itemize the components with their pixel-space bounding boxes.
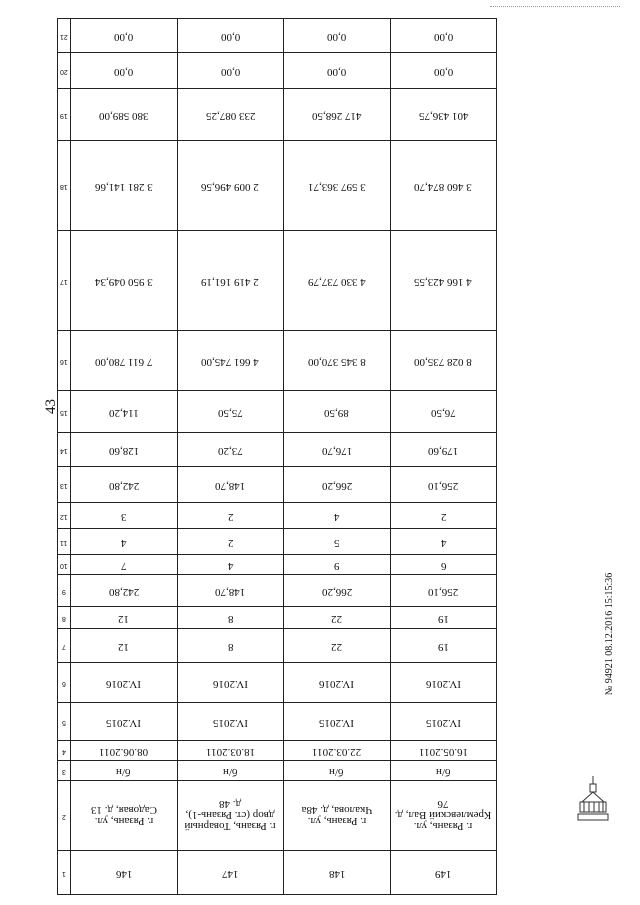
cell-value: б/н [329, 765, 345, 778]
column-number-label: 7 [62, 642, 66, 650]
table-column-18 [58, 141, 497, 231]
table-cell [284, 391, 391, 433]
table-cell [177, 433, 284, 467]
table-cell [177, 141, 284, 231]
table-column-21 [58, 19, 497, 53]
column-number-label: 14 [60, 446, 68, 454]
cell-value: 12 [118, 640, 130, 653]
cell-value: 148 [328, 867, 345, 880]
table-column-17 [58, 231, 497, 331]
table-cell [284, 781, 391, 851]
column-number [58, 761, 71, 781]
table-column-14 [58, 433, 497, 467]
column-number-label: 3 [62, 767, 66, 775]
cell-value: 8 028 735,00 [414, 355, 473, 368]
table-cell [390, 781, 497, 851]
table-cell [71, 629, 178, 663]
table-cell [284, 703, 391, 741]
cell-value: г. Рязань, Товарный двор (ст. Рязань-1), д. 48 [184, 798, 276, 832]
table-cell [177, 851, 284, 895]
cell-value: 3 597 363,71 [307, 180, 366, 193]
cell-value: 0,00 [327, 65, 347, 78]
table-cell [71, 741, 178, 761]
cell-value: 5 [334, 536, 340, 549]
cell-value: 18.03.2011 [205, 745, 255, 758]
table-cell [390, 391, 497, 433]
table-cell [390, 53, 497, 89]
cell-value: 2 [440, 510, 446, 523]
column-number [58, 433, 71, 467]
column-number [58, 89, 71, 141]
cell-value: 2 419 161,19 [201, 275, 260, 288]
cell-value: 147 [222, 867, 239, 880]
cell-value: 7 [121, 559, 127, 572]
table-column-8 [58, 607, 497, 629]
cell-value: 73,20 [217, 444, 243, 457]
table-cell [71, 851, 178, 895]
column-number-label: 9 [62, 587, 66, 595]
cell-value: 75,50 [217, 406, 243, 419]
table-column-3 [58, 761, 497, 781]
table-cell [284, 19, 391, 53]
cell-value: IV.2015 [106, 716, 142, 729]
table-column-13 [58, 467, 497, 503]
table-cell [177, 467, 284, 503]
table-cell [284, 607, 391, 629]
cell-value: 2 009 496,56 [201, 180, 260, 193]
table-cell [177, 703, 284, 741]
table-cell [390, 231, 497, 331]
cell-value: 3 [121, 510, 127, 523]
column-number-label: 17 [60, 277, 68, 285]
table-cell [71, 503, 178, 529]
cell-value: 89,50 [324, 406, 350, 419]
cell-value: 4 661 745,00 [201, 355, 260, 368]
cell-value: IV.2015 [212, 716, 248, 729]
cell-value: 3 950 049,34 [94, 275, 153, 288]
column-number [58, 391, 71, 433]
cell-value: 9 [334, 559, 340, 572]
cell-value: 179,60 [428, 444, 459, 457]
table-cell [284, 761, 391, 781]
cell-value: 8 [227, 612, 233, 625]
table-column-6 [58, 663, 497, 703]
cell-value: 4 [121, 536, 127, 549]
cell-value: 3 281 141,66 [94, 180, 153, 193]
table-cell [71, 433, 178, 467]
table-cell [390, 575, 497, 607]
table-cell [390, 851, 497, 895]
document-stamp: № 94921 08.12.2016 15:15:36 [604, 572, 615, 696]
table-cell [71, 607, 178, 629]
table-cell [284, 629, 391, 663]
table-cell [177, 391, 284, 433]
cell-value: 0,00 [114, 30, 134, 43]
cell-value: 76,50 [430, 406, 456, 419]
cell-value: 7 611 780,00 [95, 355, 153, 368]
cell-value: г. Рязань, ул. Чкалова, д. 48а [301, 803, 373, 827]
table-cell [71, 53, 178, 89]
column-number-label: 21 [60, 32, 68, 40]
cell-value: 4 [227, 559, 233, 572]
table-cell [71, 231, 178, 331]
column-number [58, 53, 71, 89]
table-cell [71, 331, 178, 391]
table-column-15 [58, 391, 497, 433]
table-column-20 [58, 53, 497, 89]
cell-value: 8 [227, 640, 233, 653]
cell-value: г. Рязань, ул. Садовая, д. 13 [90, 803, 157, 827]
column-number [58, 331, 71, 391]
table-cell [177, 331, 284, 391]
cell-value: 176,70 [321, 444, 352, 457]
table-cell [177, 761, 284, 781]
column-number [58, 467, 71, 503]
cell-value: 242,80 [108, 585, 139, 598]
column-number-label: 19 [60, 111, 68, 119]
cell-value: 0,00 [114, 65, 134, 78]
cell-value: 22 [331, 640, 343, 653]
table-cell [284, 851, 391, 895]
table-cell [390, 741, 497, 761]
table-cell [71, 89, 178, 141]
table-cell [390, 629, 497, 663]
column-number-label: 18 [60, 182, 68, 190]
table-cell [71, 141, 178, 231]
table-column-10 [58, 555, 497, 575]
cell-value: 08.06.2011 [99, 745, 149, 758]
table-column-1 [58, 851, 497, 895]
column-number [58, 663, 71, 703]
page-number: 43 [43, 399, 59, 414]
cell-value: 266,20 [321, 585, 352, 598]
cell-value: 19 [437, 612, 449, 625]
table-cell [177, 741, 284, 761]
table-cell [177, 19, 284, 53]
column-number [58, 851, 71, 895]
table-cell [284, 741, 391, 761]
cell-value: 2 [227, 536, 233, 549]
table-column-4 [58, 741, 497, 761]
cell-value: 256,10 [428, 479, 459, 492]
table-cell [177, 503, 284, 529]
cell-value: IV.2015 [319, 716, 355, 729]
cell-value: IV.2016 [319, 677, 355, 690]
column-number-label: 5 [62, 718, 66, 726]
table-cell [177, 575, 284, 607]
table-cell [284, 555, 391, 575]
table-cell [177, 89, 284, 141]
table-cell [284, 529, 391, 555]
table-cell [284, 53, 391, 89]
cell-value: IV.2016 [425, 677, 461, 690]
table-cell [390, 761, 497, 781]
cell-value: 114,20 [108, 406, 139, 419]
cell-value: 4 166 423,55 [414, 275, 473, 288]
table-cell [390, 529, 497, 555]
cell-value: 401 436,75 [418, 109, 468, 122]
column-number [58, 529, 71, 555]
table-cell [71, 781, 178, 851]
table-cell [284, 89, 391, 141]
table-cell [390, 19, 497, 53]
table-cell [284, 575, 391, 607]
column-number [58, 503, 71, 529]
cell-value: 3 460 874,70 [414, 180, 473, 193]
archive-seal-icon [576, 770, 610, 822]
column-number [58, 19, 71, 53]
table-cell [71, 529, 178, 555]
column-number [58, 231, 71, 331]
scan-artifact-marks [490, 6, 620, 11]
table-cell [71, 663, 178, 703]
column-number-label: 11 [60, 538, 68, 546]
table-cell [284, 467, 391, 503]
cell-value: 128,60 [108, 444, 139, 457]
table-cell [284, 433, 391, 467]
cell-value: 242,80 [108, 479, 139, 492]
cell-value: IV.2016 [212, 677, 248, 690]
table-cell [71, 19, 178, 53]
cell-value: 4 [334, 510, 340, 523]
table-column-11 [58, 529, 497, 555]
table-cell [390, 503, 497, 529]
cell-value: IV.2015 [425, 716, 461, 729]
cell-value: 0,00 [433, 30, 453, 43]
cell-value: 149 [435, 867, 452, 880]
column-number [58, 781, 71, 851]
registry-table [57, 18, 497, 895]
table-column-19 [58, 89, 497, 141]
cell-value: 0,00 [327, 30, 347, 43]
column-number-label: 10 [60, 561, 68, 569]
table-cell [284, 331, 391, 391]
table-cell [390, 141, 497, 231]
column-number-label: 12 [60, 512, 68, 520]
table-cell [284, 503, 391, 529]
table-cell [71, 555, 178, 575]
table-cell [71, 391, 178, 433]
table-cell [177, 607, 284, 629]
cell-value: 0,00 [220, 30, 240, 43]
table-cell [390, 555, 497, 575]
column-number [58, 141, 71, 231]
cell-value: 4 330 737,79 [307, 275, 366, 288]
column-number-label: 13 [60, 481, 68, 489]
table-cell [71, 703, 178, 741]
column-number [58, 741, 71, 761]
table-cell [284, 663, 391, 703]
table-cell [390, 467, 497, 503]
cell-value: 146 [115, 867, 132, 880]
table-column-7 [58, 629, 497, 663]
table-cell [177, 529, 284, 555]
cell-value: 417 268,50 [312, 109, 362, 122]
table-column-12 [58, 503, 497, 529]
cell-value: 4 [440, 536, 446, 549]
table-cell [177, 629, 284, 663]
cell-value: 16.05.2011 [418, 745, 468, 758]
cell-value: б/н [435, 765, 451, 778]
table-cell [390, 607, 497, 629]
cell-value: 12 [118, 612, 130, 625]
column-number [58, 575, 71, 607]
cell-value: 22 [331, 612, 343, 625]
cell-value: 148,70 [215, 585, 246, 598]
table-column-5 [58, 703, 497, 741]
table-cell [390, 663, 497, 703]
registry-table-wrapper [57, 18, 497, 880]
cell-value: 380 589,00 [99, 109, 149, 122]
column-number-label: 15 [60, 408, 68, 416]
column-number-label: 8 [62, 614, 66, 622]
cell-value: 2 [227, 510, 233, 523]
cell-value: 8 345 370,00 [307, 355, 366, 368]
column-number-label: 6 [62, 679, 66, 687]
table-cell [390, 433, 497, 467]
column-number-label: 16 [60, 357, 68, 365]
column-number-label: 2 [62, 812, 66, 820]
table-cell [390, 89, 497, 141]
table-cell [71, 575, 178, 607]
column-number-label: 20 [60, 67, 68, 75]
table-cell [390, 331, 497, 391]
cell-value: 19 [437, 640, 449, 653]
table-cell [177, 781, 284, 851]
table-cell [177, 555, 284, 575]
cell-value: б/н [222, 765, 238, 778]
table-column-16 [58, 331, 497, 391]
table-cell [390, 703, 497, 741]
table-cell [71, 761, 178, 781]
cell-value: 266,20 [321, 479, 352, 492]
column-number-label: 1 [62, 869, 66, 877]
column-number [58, 607, 71, 629]
table-cell [177, 663, 284, 703]
cell-value: 148,70 [215, 479, 246, 492]
cell-value: 22.03.2011 [312, 745, 362, 758]
cell-value: 0,00 [220, 65, 240, 78]
column-number [58, 629, 71, 663]
table-cell [284, 141, 391, 231]
cell-value: IV.2016 [106, 677, 142, 690]
column-number [58, 555, 71, 575]
table-cell [177, 231, 284, 331]
column-number-label: 4 [62, 747, 66, 755]
table-column-2 [58, 781, 497, 851]
table-cell [71, 467, 178, 503]
table-cell [177, 53, 284, 89]
cell-value: 0,00 [433, 65, 453, 78]
cell-value: б/н [116, 765, 132, 778]
cell-value: 6 [440, 559, 446, 572]
cell-value: 233 087,25 [205, 109, 255, 122]
cell-value: г. Рязань, ул. Кремлевский Вал, д. 76 [394, 798, 492, 832]
column-number [58, 703, 71, 741]
table-cell [284, 231, 391, 331]
cell-value: 256,10 [428, 585, 459, 598]
table-column-9 [58, 575, 497, 607]
